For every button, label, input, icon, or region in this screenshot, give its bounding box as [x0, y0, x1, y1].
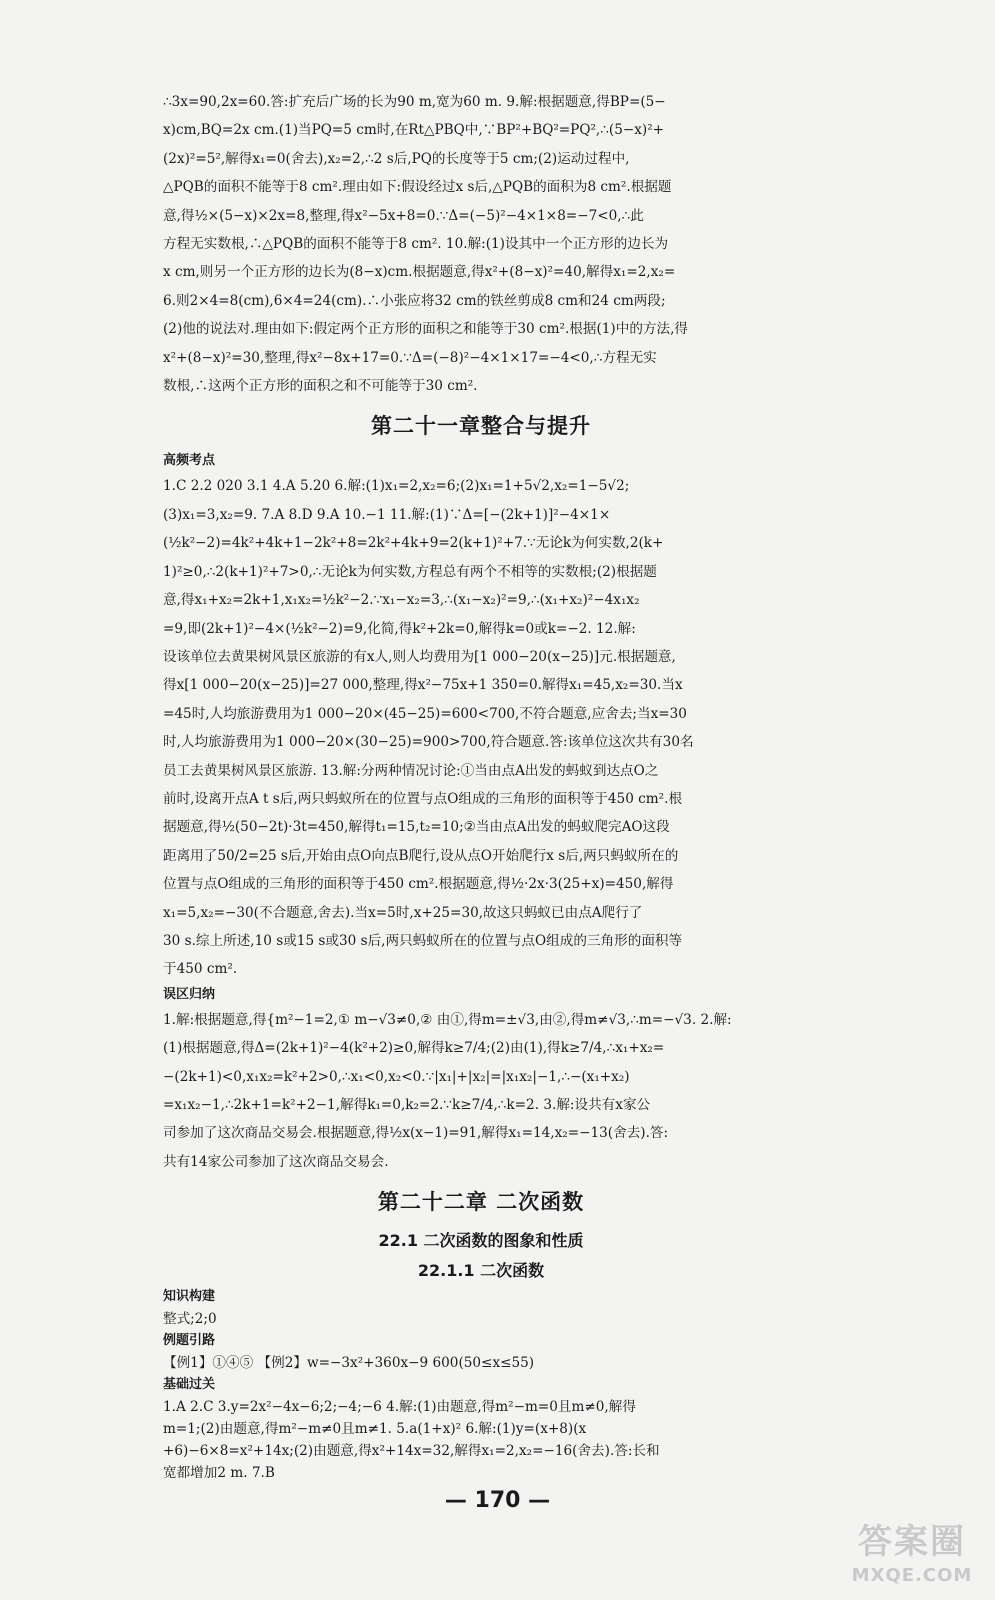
- text-line: 1.A 2.C 3.y=2x²−4x−6;2;−4;−6 4.解:(1)由题意,得m²−m=0且m≠0,解得: [163, 1399, 636, 1416]
- text-line: (3)x₁=3,x₂=9. 7.A 8.D 9.A 10.−1 11.解:(1)∵Δ=[−(2k+1)]²−4×1×: [163, 506, 611, 523]
- text-line: +6)−6×8=x²+14x;(2)由题意,得x²+14x=32,解得x₁=2,x₂=−16(舍去).答:长和: [163, 1443, 660, 1460]
- text-line: x₁=5,x₂=−30(不合题意,舍去).当x=5时,x+25=30,故这只蚂蚁已由点A爬行了: [163, 904, 643, 921]
- text-line: (2x)²=5²,解得x₁=0(舍去),x₂=2,∴2 s后,PQ的长度等于5 cm;(2)运动过程中,: [163, 150, 630, 167]
- answer-page: [163, 88, 799, 1484]
- text-line: 数根,∴这两个正方形的面积之和不可能等于30 cm².: [163, 378, 478, 395]
- text-line: 意,得x₁+x₂=2k+1,x₁x₂=½k²−2.∵x₁−x₂=3,∴(x₁−x₂)²=9,∴(x₁+x₂)²−4x₁x₂: [163, 592, 640, 609]
- wuqu-heading: 误区归纳: [163, 986, 216, 1002]
- text-line: =9,即(2k+1)²−4×(½k²−2)=9,化简,得k²+2k=0,解得k=0或k=−2. 12.解:: [163, 620, 636, 637]
- text-line: △PQB的面积不能等于8 cm².理由如下:假设经过x s后,△PQB的面积为8 cm².根据题: [163, 179, 672, 196]
- top-answers: [163, 88, 799, 400]
- text-line: 1.C 2.2 020 3.1 4.A 5.20 6.解:(1)x₁=2,x₂=6;(2)x₁=1+5√2,x₂=1−5√2;: [163, 478, 630, 495]
- zhishi-heading: 知识构建: [163, 1289, 216, 1305]
- text-line: 员工去黄果树风景区旅游. 13.解:分两种情况讨论:①当由点A出发的蚂蚁到达点O之: [163, 762, 659, 779]
- page-number: — 170 —: [444, 1488, 551, 1513]
- liti-heading: 例题引路: [163, 1333, 216, 1349]
- text-line: 于450 cm².: [163, 961, 238, 978]
- watermark-url: MXQE.COM: [851, 1565, 973, 1586]
- text-line: 宽都增加2 m. 7.B: [163, 1465, 275, 1482]
- text-line: =x₁x₂−1,∴2k+1=k²+2−1,解得k₁=0,k₂=2.∵k≥7/4,∴k=2. 3.解:设共有x家公: [163, 1097, 651, 1113]
- text-line: 司参加了这次商品交易会.根据题意,得½x(x−1)=91,解得x₁=14,x₂=−13(舍去).答:: [163, 1125, 669, 1142]
- text-line: 1)²≥0,∴2(k+1)²+7>0,∴无论k为何实数,方程总有两个不相等的实数根;(2)根据题: [163, 563, 657, 580]
- chapter-22-title: 第二十二章 二次函数: [377, 1190, 585, 1215]
- section-title: 22.1 二次函数的图象和性质: [378, 1231, 584, 1251]
- text-line: x cm,则另一个正方形的边长为(8−x)cm.根据题意,得x²+(8−x)²=40,解得x₁=2,x₂=: [163, 264, 676, 281]
- liti-answer: 【例1】①④⑤ 【例2】w=−3x²+360x−9 600(50≤x≤55): [163, 1355, 535, 1372]
- gaopin-heading: 高频考点: [163, 453, 216, 469]
- text-line: x²+(8−x)²=30,整理,得x²−8x+17=0.∵Δ=(−8)²−4×1×17=−4<0,∴方程无实: [163, 349, 657, 366]
- text-line: 设该单位去黄果树风景区旅游的有x人,则人均费用为[1 000−20(x−25)]元.根据题意,: [163, 648, 676, 665]
- text-line: 1.解:根据题意,得{m²−1=2,① m−√3≠0,② 由①,得m=±√3,由②,得m≠√3,∴m=−√3. 2.解:: [163, 1011, 732, 1028]
- text-line: 得x[1 000−20(x−25)]=27 000,整理,得x²−75x+1 350=0.解得x₁=45,x₂=30.当x: [163, 677, 683, 694]
- watermark-text: 答案圈: [858, 1522, 966, 1562]
- text-line: 30 s.综上所述,10 s或15 s或30 s后,两只蚂蚁所在的位置与点O组成的三角形的面积等: [163, 932, 683, 949]
- text-line: (2)他的说法对.理由如下:假定两个正方形的面积之和能等于30 cm².根据(1)中的方法,得: [163, 321, 689, 338]
- subsection-title: 22.1.1 二次函数: [417, 1261, 545, 1281]
- text-line: 据题意,得½(50−2t)·3t=450,解得t₁=15,t₂=10;②当由点A出发的蚂蚁爬完AO这段: [163, 819, 670, 836]
- text-line: −(2k+1)<0,x₁x₂=k²+2>0,∴x₁<0,x₂<0.∵|x₁|+|x₂|=|x₁x₂|−1,∴−(x₁+x₂): [163, 1068, 630, 1085]
- text-line: 前时,设离开点A t s后,两只蚂蚁所在的位置与点O组成的三角形的面积等于450 cm².根: [163, 790, 683, 807]
- text-line: 6.则2×4=8(cm),6×4=24(cm).∴小张应将32 cm的铁丝剪成8 cm和24 cm两段;: [163, 292, 666, 309]
- gaopin-answers: [163, 472, 799, 983]
- text-line: m=1;(2)由题意,得m²−m≠0且m≠1. 5.a(1+x)² 6.解:(1)y=(x+8)(x: [163, 1421, 587, 1438]
- zhishi-answer: 整式;2;0: [163, 1311, 217, 1328]
- text-line: (1)根据题意,得Δ=(2k+1)²−4(k²+2)≥0,解得k≥7/4;(2)由(1),得k≥7/4,∴x₁+x₂=: [163, 1040, 665, 1057]
- jichu-heading: 基础过关: [163, 1377, 216, 1393]
- wuqu-answers: [163, 1006, 799, 1176]
- text-line: 意,得½×(5−x)×2x=8,整理,得x²−5x+8=0.∵Δ=(−5)²−4×1×8=−7<0,∴此: [163, 207, 644, 224]
- text-line: ∴3x=90,2x=60.答:扩充后广场的长为90 m,宽为60 m. 9.解:根据题意,得BP=(5−: [163, 94, 666, 110]
- text-line: =45时,人均旅游费用为1 000−20×(45−25)=600<700,不符合题意,应舍去;当x=30: [163, 705, 687, 722]
- text-line: 共有14家公司参加了这次商品交易会.: [163, 1153, 389, 1170]
- text-line: (½k²−2)=4k²+4k+1−2k²+8=2k²+4k+9=2(k+1)²+7.∵无论k为何实数,2(k+: [163, 535, 664, 552]
- text-line: 时,人均旅游费用为1 000−20×(30−25)=900>700,符合题意.答:该单位这次共有30名: [163, 734, 694, 751]
- text-line: x)cm,BQ=2x cm.(1)当PQ=5 cm时,在Rt△PBQ中,∵BP²+BQ²=PQ²,∴(5−x)²+: [163, 122, 665, 139]
- jichu-answers: [163, 1396, 799, 1484]
- text-line: 距离用了50/2=25 s后,开始由点O向点B爬行,设从点O开始爬行x s后,两只蚂蚁所在的: [163, 847, 679, 864]
- text-line: 位置与点O组成的三角形的面积等于450 cm².根据题意,得½·2x·3(25+x)=450,解得: [163, 876, 674, 893]
- chapter-21-title: 第二十一章整合与提升: [371, 414, 591, 439]
- watermark-logo: [837, 1520, 987, 1594]
- text-line: 方程无实数根,∴△PQB的面积不能等于8 cm². 10.解:(1)设其中一个正方形的边长为: [163, 236, 669, 253]
